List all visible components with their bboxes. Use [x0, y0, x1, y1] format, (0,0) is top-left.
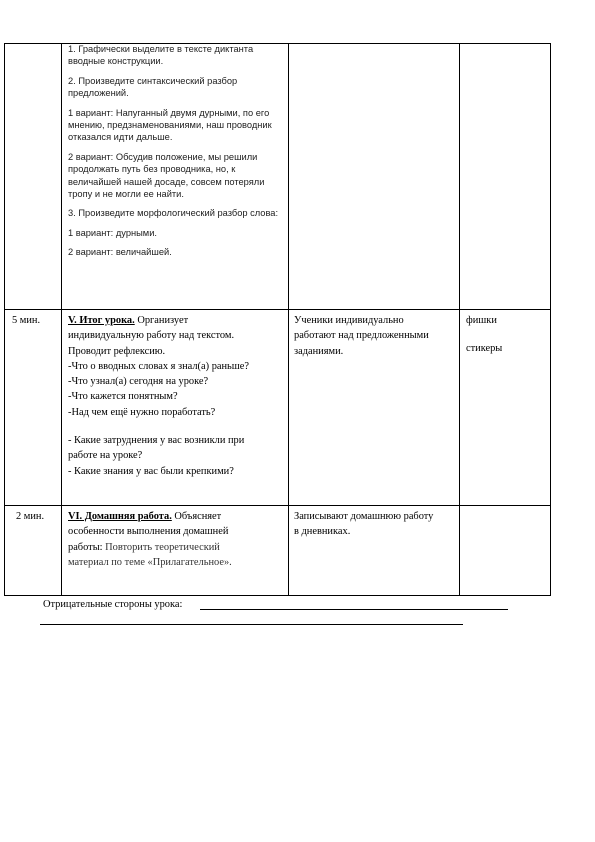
row2-resources: [466, 313, 546, 357]
activity-text: -Что узнал(а) сегодня на уроке?: [68, 376, 209, 388]
stage-heading: V. Итог урока.: [68, 315, 135, 326]
resource-text: стикеры: [466, 343, 503, 355]
row1-content: [68, 43, 284, 266]
row2-student-activity: [294, 313, 457, 359]
homework-text: Повторить теоретический: [102, 541, 220, 553]
column-divider: [288, 43, 289, 596]
activity-text: работы:: [68, 541, 103, 553]
fill-in-line: [40, 624, 463, 625]
table-border-bottom: [4, 595, 551, 596]
task-text: 2 вариант: Обсудив положение, мы решили продолжать путь без проводника, но, к величайшей нашей досаде, совсем потеряли тропу и не могли ее найти.: [68, 151, 265, 200]
student-text: Ученики индивидуально: [294, 315, 404, 326]
task-text: 2. Произведите синтаксический разбор предложений.: [68, 75, 238, 99]
activity-text: Объясняет: [171, 511, 222, 522]
row-divider: [4, 309, 551, 310]
stage-heading: VI. Домашняя работа.: [68, 511, 172, 522]
student-text: заданиями.: [294, 345, 344, 357]
task-text: 1 вариант: дурными.: [68, 227, 157, 238]
task-text: 3. Произведите морфологический разбор слова:: [68, 208, 279, 219]
activity-text: Проводит рефлексию.: [68, 345, 166, 357]
activity-text: особенности выполнения домашней: [68, 526, 229, 538]
table-border-left: [4, 43, 5, 596]
negative-aspects-label: Отрицательные стороны урока:: [43, 599, 183, 610]
row-divider: [4, 505, 551, 506]
column-divider: [61, 43, 62, 596]
task-text: 2 вариант: величайшей.: [68, 247, 172, 258]
table-border-right: [550, 43, 551, 596]
row3-time: 2 мин.: [16, 511, 45, 522]
student-text: в дневниках.: [294, 526, 351, 538]
row3-teacher-activity: [68, 509, 286, 570]
fill-in-line: [200, 609, 508, 610]
activity-text: - Какие знания у вас были крепкими?: [68, 465, 234, 477]
row2-time: 5 мин.: [12, 315, 41, 326]
resource-text: фишки: [466, 315, 497, 326]
activity-text: -Над чем ещё нужно поработать?: [68, 406, 216, 418]
activity-text: индивидуальную работу над текстом.: [68, 330, 235, 342]
task-text: 1 вариант: Напуганный двумя дурными, по его мнению, предзнаменованиями, наш проводник отказался идти дальше.: [68, 107, 272, 143]
student-text: работают над предложенными: [294, 330, 429, 342]
activity-text: -Что о вводных словах я знал(а) раньше?: [68, 360, 250, 372]
homework-text: материал по теме «Прилагательное».: [68, 556, 232, 568]
row3-student-activity: [294, 509, 457, 540]
activity-text: -Что кажется понятным?: [68, 391, 178, 403]
student-text: Записывают домашнюю работу: [294, 511, 434, 522]
activity-text: Организует: [134, 315, 189, 326]
activity-text: - Какие затруднения у вас возникли при: [68, 435, 245, 447]
column-divider: [459, 43, 460, 596]
task-text: 1. Графически выделите в тексте диктанта вводные конструкции.: [68, 44, 254, 67]
row2-teacher-activity: [68, 313, 286, 479]
activity-text: работе на уроке?: [68, 450, 143, 462]
